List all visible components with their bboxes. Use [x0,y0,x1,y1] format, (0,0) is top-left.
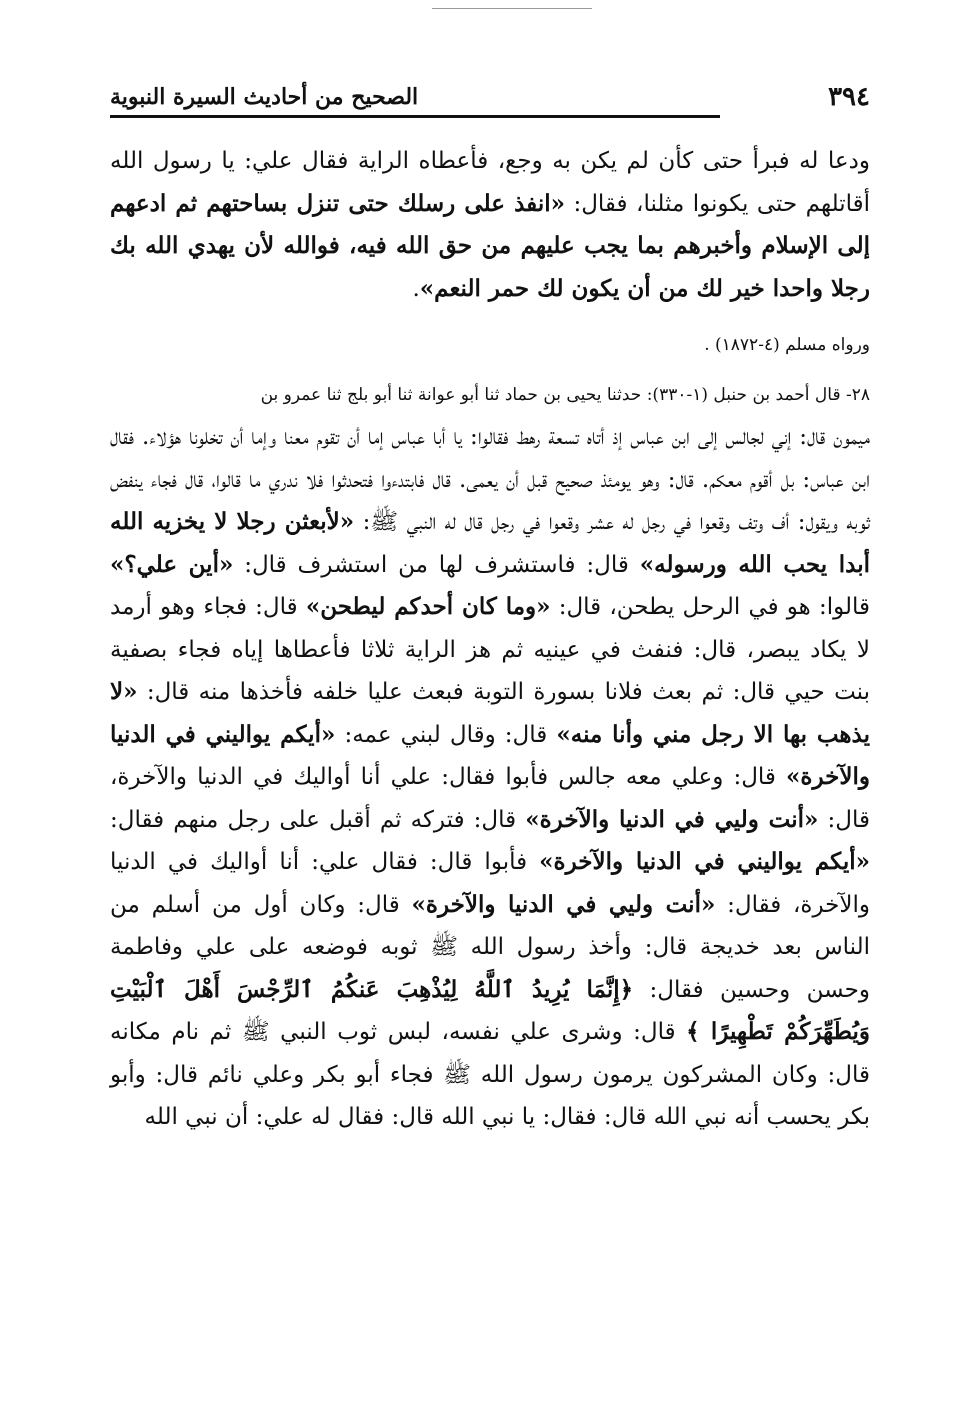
spacer [110,366,870,374]
hadith-text-2: قال: فاستشرف لها من استشرف قال: [233,551,640,578]
quote-7: «أيكم يواليني في الدنيا والآخرة» [539,848,870,875]
passage-one [110,140,870,310]
passage-one-end: . [412,275,420,302]
quote-8: «أنت وليي في الدنيا والآخرة» [411,890,716,918]
spacer [110,310,870,324]
quote-5: «أيكم يواليني في الدنيا والآخرة» [110,720,870,790]
hadith-text-8: فأبوا قال: فقال علي: أنا أواليك في الدنيا والآخرة، فقال: [110,849,870,918]
hadith-text-3: قالوا: هو في الرحل يطحن، قال: [550,594,870,620]
top-decorative-rule [432,8,592,9]
page-body [110,140,870,1139]
quote-3: «وما كان أحدكم ليطحن» [305,593,551,620]
hadith-text-6: قال: وعلي معه جالس فأبوا فقال: علي أنا أواليك في الدنيا والآخرة، قال: [110,764,870,833]
header-rule [110,115,720,118]
hadith-text-10: قال: وشرى علي نفسه، لبس ثوب النبي ﷺ ثم نام مكانه قال: وكان المشركون يرمون رسول الله ﷺ فجاء أبو بكر وعلي نائم قال: وأبو بكر يحسب أنه نبي الله قال: فقال: يا نبي الله قال: فقال له علي: أن نبي الله [110,1019,870,1130]
prophet-quote: «انفذ على رسلك حتى تنزل بساحتهم ثم ادعهم إلى الإسلام وأخبرهم بما يجب عليهم من حق الله فيه، فوالله لأن يهدي الله بك رجلا واحدا خير لك من أن يكون لك حمر النعم» [110,189,870,302]
passage-one-narration: ودعا له فبرأ حتى كأن لم يكن به وجع، فأعطاه الراية فقال علي: يا رسول الله أقاتلهم حتى يكونوا مثلنا، فقال: [110,148,870,217]
page-number: ٣٩٤ [828,82,870,112]
citation: ورواه مسلم (٤-١٨٧٢) . [704,335,870,355]
quote-6: «أنت وليي في الدنيا والآخرة» [525,805,819,833]
running-title: الصحيح من أحاديث السيرة النبوية [110,84,419,110]
quran-verse: ﴿إِنَّمَا يُرِيدُ ٱللَّهُ لِيُذْهِبَ عَنكُمُ ٱلرِّجْسَ أَهْلَ ٱلْبَيْتِ وَيُطَهِّرَكُمْ تَطْهِيرًا ﴾ [110,975,870,1045]
quote-1: «لأبعثن رجلا لا يخزيه الله أبدا يحب الله ورسوله» [110,508,870,578]
hadith-text-9: قال: وكان أول من أسلم من الناس بعد خديجة قال: وأخذ رسول الله ﷺ ثوبه فوضعه على علي وفاطمة وحسن وحسين فقال: [110,891,870,1003]
hadith-text-7: قال: فتركه ثم أقبل على رجل منهم فقال: [110,806,526,833]
hadith-28-isnad: ٢٨- قال أحمد بن حنبل (١-٣٣٠): حدثنا يحيى بن حماد ثنا أبو عوانة ثنا أبو بلج ثنا عمرو بن [260,385,870,405]
quote-2: «أين علي؟» [110,550,234,578]
quote-4: «لا يذهب بها الا رجل مني وأنا منه» [110,678,871,748]
hadith-text-1: ميمون قال: إني لجالس إلى ابن عباس إذ أتاه تسعة رهط فقالوا: يا أبا عباس إما أن تقوم معنا وإما أن تخلونا هؤلاء. فقال ابن عباس: بل أقوم معكم. قال: وهو يومئذ صحيح قبل أن يعمى. قال فابتدءوا فتحدثوا فلا ندري ما قالوا، قال فجاء ينفض ثوبه ويقول: أف وتف وقعوا في رجل له عشر وقعوا في رجل قال له النبي ﷺ: [110,424,871,535]
page-header [110,80,870,120]
hadith-text-5: قال: وقال لبني عمه: [335,721,557,748]
hadith-28-text [110,416,870,1139]
hadith-text-4: قال: فجاء وهو أرمد لا يكاد يبصر، قال: فنفث في عينيه ثم هز الراية ثلاثا فأعطاها إياه فجاء بصفية بنت حيي قال: ثم بعث فلانا بسورة التوبة فبعث عليا خلفه فأخذها منه قال: [110,594,870,705]
